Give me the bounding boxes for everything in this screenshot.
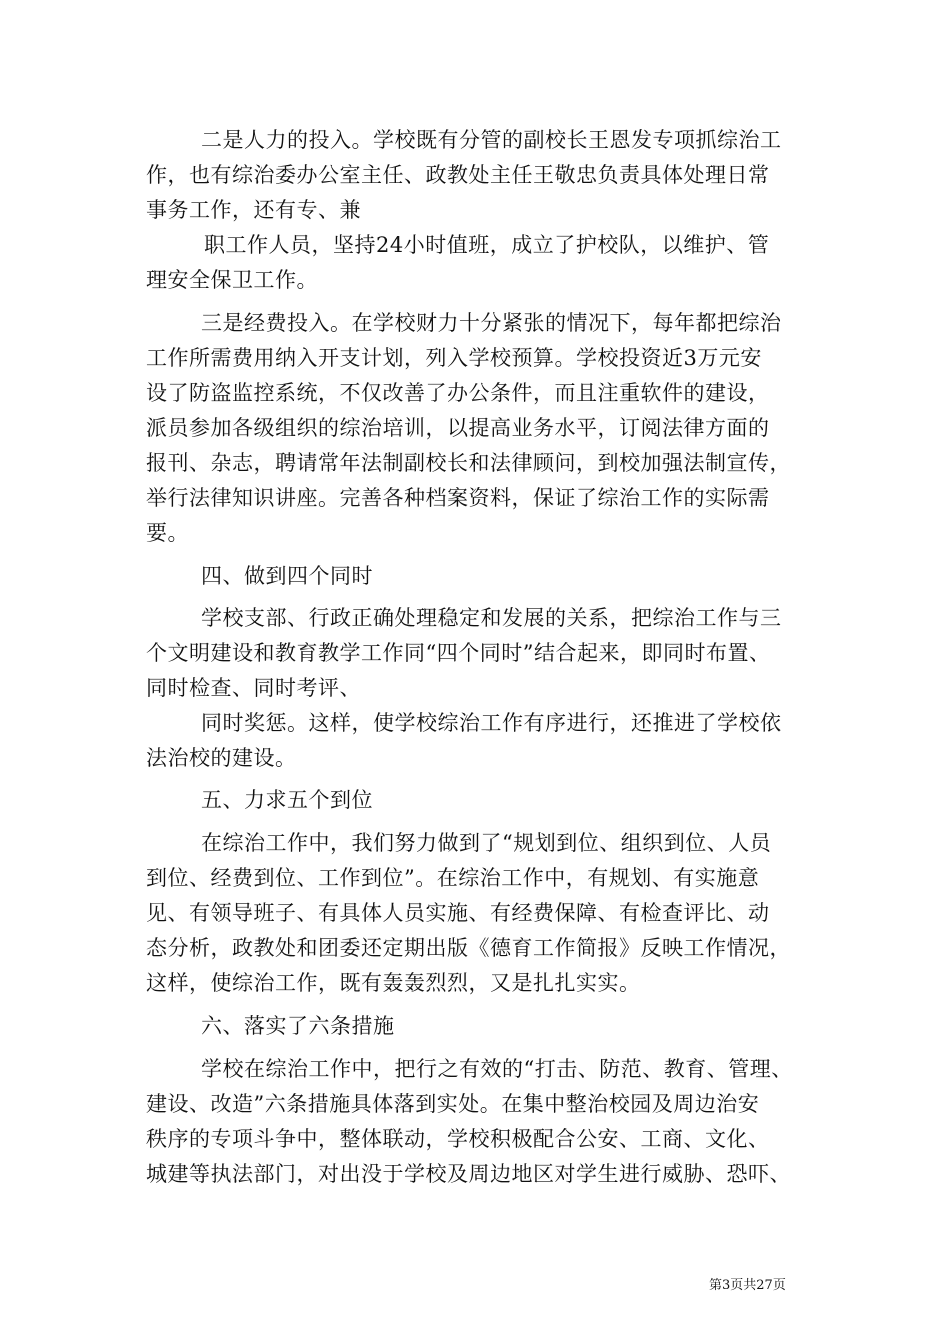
text-line: 理安全保卫工作。 (146, 268, 318, 292)
text-line: 派员参加各级组织的综治培训，以提高业务水平，订阅法律方面的 (146, 416, 770, 440)
text-line: 职工作人员，坚持24小时值班，成立了护校队，以维护、管 (204, 233, 770, 257)
text-line: 设了防盗监控系统，不仅改善了办公条件，而且注重软件的建设， (146, 381, 770, 405)
text-line: 作，也有综治委办公室主任、政教处主任王敬忠负责具体处理日常 (146, 163, 770, 187)
text-line: 学校支部、行政正确处理稳定和发展的关系，把综治工作与三 (201, 606, 782, 630)
text-line: 这样，使综治工作，既有轰轰烈烈，又是扎扎实实。 (146, 971, 641, 995)
text-line: 三是经费投入。在学校财力十分紧张的情况下，每年都把综治 (201, 311, 782, 335)
text-line: 五、力求五个到位 (201, 788, 373, 812)
text-line: 建设、改造”六条措施具体落到实处。在集中整治校园及周边治安 (146, 1092, 760, 1116)
text-line: 事务工作，还有专、兼 (146, 198, 361, 222)
text-line: 要。 (146, 521, 189, 545)
text-line: 报刊、杂志，聘请常年法制副校长和法律顾问，到校加强法制宣传， (146, 451, 791, 475)
text-line: 态分析，政教处和团委还定期出版《德育工作简报》反映工作情况， (146, 936, 791, 960)
text-line: 在综治工作中，我们努力做到了“规划到位、组织到位、人员 (201, 831, 772, 855)
text-line: 秩序的专项斗争中，整体联动，学校积极配合公安、工商、文化、 (146, 1127, 770, 1151)
text-line: 工作所需费用纳入开支计划，列入学校预算。学校投资近3万元安 (146, 346, 762, 370)
text-line: 学校在综治工作中，把行之有效的“打击、防范、教育、管理、 (201, 1057, 793, 1081)
text-line: 六、落实了六条措施 (201, 1014, 395, 1038)
text-line: 法治校的建设。 (146, 746, 297, 770)
text-line: 二是人力的投入。学校既有分管的副校长王恩发专项抓综治工 (201, 128, 782, 152)
text-line: 到位、经费到位、工作到位”。在综治工作中，有规划、有实施意 (146, 866, 760, 890)
page-number-footer: 第3页共27页 (709, 1278, 786, 1293)
text-line: 见、有领导班子、有具体人员实施、有经费保障、有检查评比、动 (146, 901, 770, 925)
text-line: 举行法律知识讲座。完善各种档案资料，保证了综治工作的实际需 (146, 486, 770, 510)
text-line: 个文明建设和教育教学工作同“四个同时”结合起来，即同时布置、 (146, 641, 771, 665)
text-line: 同时奖惩。这样，使学校综治工作有序进行，还推进了学校依 (201, 711, 782, 735)
text-line: 城建等执法部门，对出没于学校及周边地区对学生进行威胁、恐吓、 (146, 1162, 791, 1186)
text-line: 同时检查、同时考评、 (146, 676, 361, 700)
text-line: 四、做到四个同时 (201, 564, 373, 588)
